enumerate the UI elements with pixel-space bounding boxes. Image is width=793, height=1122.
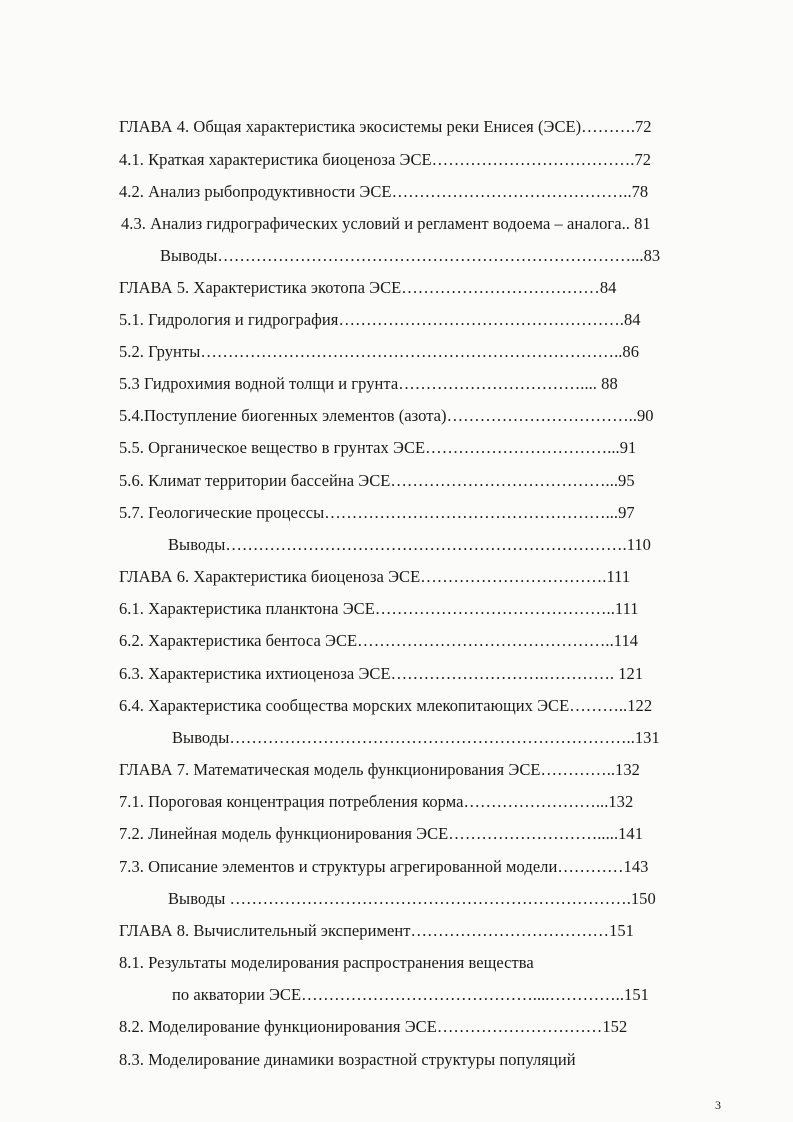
toc-section-6-3: 6.3. Характеристика ихтиоценоза ЭСЕ……………………….…………. 121 <box>119 664 644 683</box>
toc-section-5-3: 5.3 Гидрохимия водной толщи и грунта…………………………….... 88 <box>119 374 618 393</box>
toc-section-8-2: 8.2. Моделирование функционирования ЭСЕ…………………………152 <box>119 1017 628 1036</box>
toc-conclusions-6: Выводы………………………………………………………………..131 <box>172 728 660 747</box>
toc-section-5-4: 5.4.Поступление биогенных элементов (азота)……………………………..90 <box>119 406 654 425</box>
page-number: 3 <box>715 1098 721 1112</box>
toc-section-7-2: 7.2. Линейная модель функционирования ЭСЕ……………………….....141 <box>119 824 644 843</box>
toc-section-6-2: 6.2. Характеристика бентоса ЭСЕ………………………………………..114 <box>119 631 639 650</box>
toc-conclusions-4: Выводы…………………………………………………………………...83 <box>160 246 661 265</box>
toc-section-8-1: 8.1. Результаты моделирования распространения вещества <box>119 953 534 972</box>
toc-chapter-8: ГЛАВА 8. Вычислительный эксперимент………………………………151 <box>119 921 634 940</box>
toc-section-5-6: 5.6. Климат территории бассейна ЭСЕ…………………………………...95 <box>119 471 635 490</box>
toc-chapter-7: ГЛАВА 7. Математическая модель функционирования ЭСЕ…………..132 <box>119 760 640 779</box>
toc-conclusions-5: Выводы……………………………………………………………….110 <box>168 535 651 554</box>
toc-section-7-1: 7.1. Пороговая концентрация потребления корма……………………...132 <box>119 792 634 811</box>
toc-section-4-2: 4.2. Анализ рыбопродуктивности ЭСЕ……………………………………..78 <box>119 182 649 201</box>
toc-section-5-5: 5.5. Органическое вещество в грунтах ЭСЕ……………………………...91 <box>119 438 637 457</box>
toc-section-5-2: 5.2. Грунты…………………………………………………………………..86 <box>119 342 640 361</box>
toc-conclusions-7: Выводы ……………………………………………………………….150 <box>168 889 656 908</box>
toc-section-5-7: 5.7. Геологические процессы……………………………………………...97 <box>119 503 635 522</box>
toc-section-4-1: 4.1. Краткая характеристика биоценоза ЭСЕ……………………………….72 <box>119 150 652 169</box>
toc-section-7-3: 7.3. Описание элементов и структуры агрегированной модели…………143 <box>119 857 649 876</box>
toc-chapter-5: ГЛАВА 5. Характеристика экотопа ЭСЕ………………………………84 <box>119 278 617 297</box>
toc-section-8-1-continued: по акватории ЭСЕ……………………………………....…………..151 <box>172 985 649 1004</box>
toc-section-5-1: 5.1. Гидрология и гидрография…………………………………………….84 <box>119 310 641 329</box>
toc-section-6-1: 6.1. Характеристика планктона ЭСЕ……………………………………..111 <box>119 599 639 618</box>
toc-section-4-3: 4.3. Анализ гидрографических условий и регламент водоема – аналога.. 81 <box>121 214 651 233</box>
toc-section-8-3: 8.3. Моделирование динамики возрастной структуры популяций <box>119 1050 576 1069</box>
toc-section-6-4: 6.4. Характеристика сообщества морских млекопитающих ЭСЕ………..122 <box>119 696 653 715</box>
toc-chapter-6: ГЛАВА 6. Характеристика биоценоза ЭСЕ…………………………….111 <box>119 567 631 586</box>
toc-chapter-4: ГЛАВА 4. Общая характеристика экосистемы реки Енисея (ЭСЕ)……….72 <box>119 117 652 136</box>
